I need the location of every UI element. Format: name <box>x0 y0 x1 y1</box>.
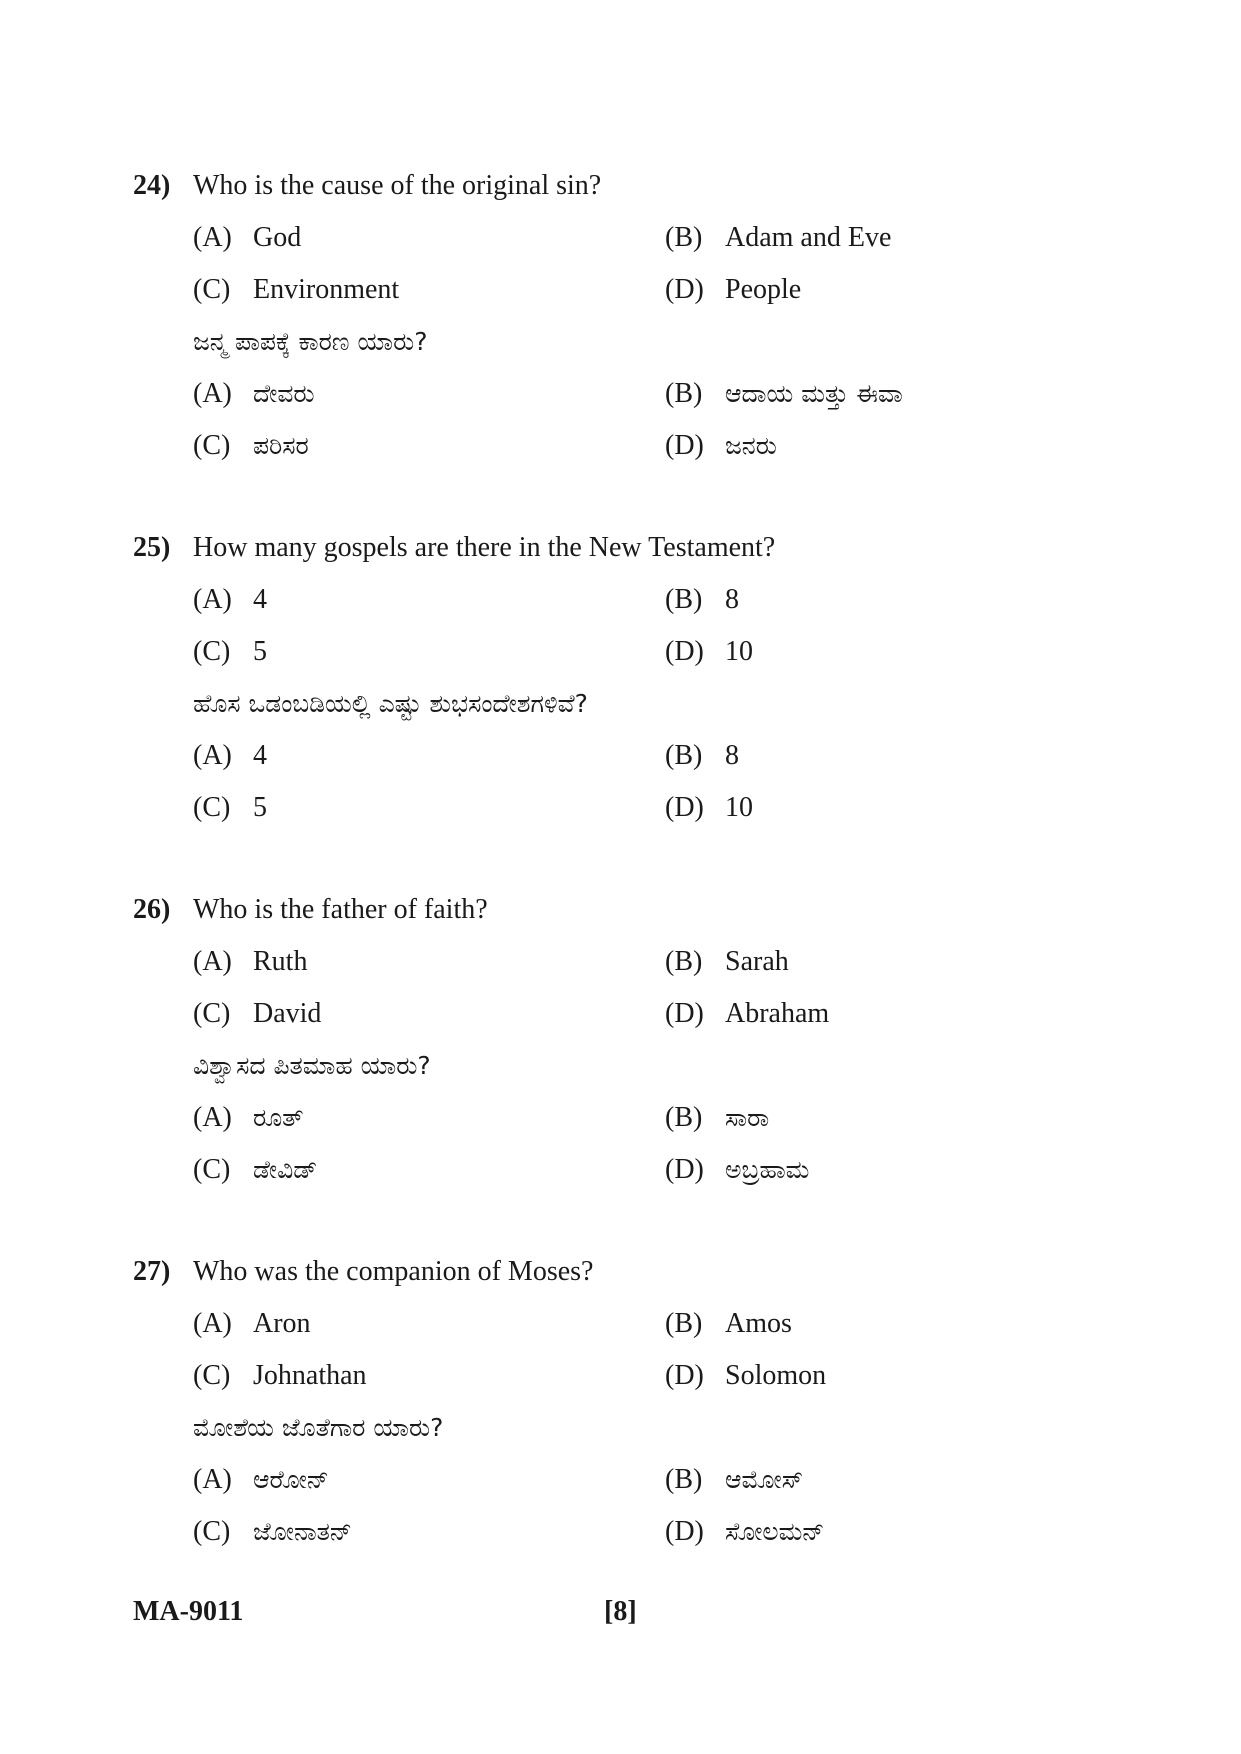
options-row-kn <box>133 730 1133 782</box>
options-row-kn <box>133 782 1133 834</box>
option-b-en: (B) 8 <box>665 584 739 615</box>
option-c-kn: (C) ಜೋನಾತನ್ <box>193 1516 352 1547</box>
option-b-en: (B) Adam and Eve <box>665 222 892 253</box>
option-a-kn: (A) ರೂತ್ <box>193 1102 304 1133</box>
option-a-en: (A) Aron <box>193 1308 311 1339</box>
options-row-kn <box>133 1092 1133 1144</box>
page-number: [8] <box>604 1596 637 1627</box>
option-a-kn: (A) ದೇವರು <box>193 378 315 409</box>
question-text-kannada-row <box>133 1040 1133 1092</box>
question-text: Who is the father of faith? <box>193 894 488 925</box>
options-row-en <box>133 212 1133 264</box>
options-row-kn <box>133 1506 1133 1558</box>
question-text-kannada-row <box>133 678 1133 730</box>
question-number: 27) <box>133 1256 171 1287</box>
question-24 <box>133 160 1133 472</box>
question-number: 26) <box>133 894 171 925</box>
option-c-en: (C) 5 <box>193 636 267 667</box>
option-a-kn: (A) ಆರೋನ್ <box>193 1464 329 1495</box>
option-d-kn: (D) ಸೋಲಮನ್ <box>665 1516 825 1547</box>
option-d-en: (D) Solomon <box>665 1360 827 1391</box>
option-b-en: (B) Amos <box>665 1308 792 1339</box>
question-25 <box>133 522 1133 834</box>
question-text-kannada: ಜನ್ಮ ಪಾಪಕ್ಕೆ ಕಾರಣ ಯಾರು? <box>193 327 428 356</box>
options-row-en <box>133 1298 1133 1350</box>
option-d-en: (D) 10 <box>665 636 753 667</box>
option-d-kn: (D) 10 <box>665 792 753 823</box>
option-a-en: (A) 4 <box>193 584 267 615</box>
question-text: How many gospels are there in the New Testament? <box>193 532 776 563</box>
option-c-kn: (C) 5 <box>193 792 267 823</box>
question-header <box>133 884 1133 936</box>
option-c-en: (C) Johnathan <box>193 1360 367 1391</box>
options-row-kn <box>133 1454 1133 1506</box>
exam-code: MA-9011 <box>133 1596 244 1627</box>
option-c-en: (C) Environment <box>193 274 400 305</box>
question-number: 25) <box>133 532 171 563</box>
question-text: Who was the companion of Moses? <box>193 1256 594 1287</box>
options-row-kn <box>133 368 1133 420</box>
question-header <box>133 160 1133 212</box>
option-b-en: (B) Sarah <box>665 946 789 977</box>
option-b-kn: (B) ಆದಾಯ ಮತ್ತು ಈವಾ <box>665 378 903 409</box>
question-27 <box>133 1246 1133 1558</box>
question-header <box>133 522 1133 574</box>
option-d-en: (D) People <box>665 274 802 305</box>
question-header <box>133 1246 1133 1298</box>
options-row-en <box>133 626 1133 678</box>
option-d-kn: (D) ಜನರು <box>665 430 777 461</box>
option-b-kn: (B) 8 <box>665 740 739 771</box>
option-b-kn: (B) ಸಾರಾ <box>665 1102 770 1133</box>
options-row-en <box>133 1350 1133 1402</box>
option-d-kn: (D) ಅಬ್ರಹಾಮ <box>665 1154 810 1185</box>
option-c-kn: (C) ಡೇವಿಡ್ <box>193 1154 318 1185</box>
question-text-kannada-row <box>133 1402 1133 1454</box>
question-text-kannada: ಹೊಸ ಒಡಂಬಡಿಯಲ್ಲಿ ಎಷ್ಟು ಶುಭಸಂದೇಶಗಳಿವೆ? <box>193 689 588 718</box>
question-number: 24) <box>133 170 171 201</box>
question-text: Who is the cause of the original sin? <box>193 170 602 201</box>
option-a-en: (A) God <box>193 222 302 253</box>
options-row-kn <box>133 1144 1133 1196</box>
option-d-en: (D) Abraham <box>665 998 830 1029</box>
question-text-kannada-row <box>133 316 1133 368</box>
options-row-en <box>133 264 1133 316</box>
options-row-kn <box>133 420 1133 472</box>
option-c-en: (C) David <box>193 998 322 1029</box>
option-b-kn: (B) ಆಮೋಸ್ <box>665 1464 804 1495</box>
question-26 <box>133 884 1133 1196</box>
option-a-en: (A) Ruth <box>193 946 308 977</box>
option-a-kn: (A) 4 <box>193 740 267 771</box>
question-text-kannada: ಮೋಶೆಯ ಜೊತೆಗಾರ ಯಾರು? <box>193 1413 444 1442</box>
option-c-kn: (C) ಪರಿಸರ <box>193 430 309 461</box>
options-row-en <box>133 574 1133 626</box>
options-row-en <box>133 936 1133 988</box>
options-row-en <box>133 988 1133 1040</box>
question-text-kannada: ವಿಶ್ವಾಸದ ಪಿತಮಾಹ ಯಾರು? <box>193 1051 431 1080</box>
